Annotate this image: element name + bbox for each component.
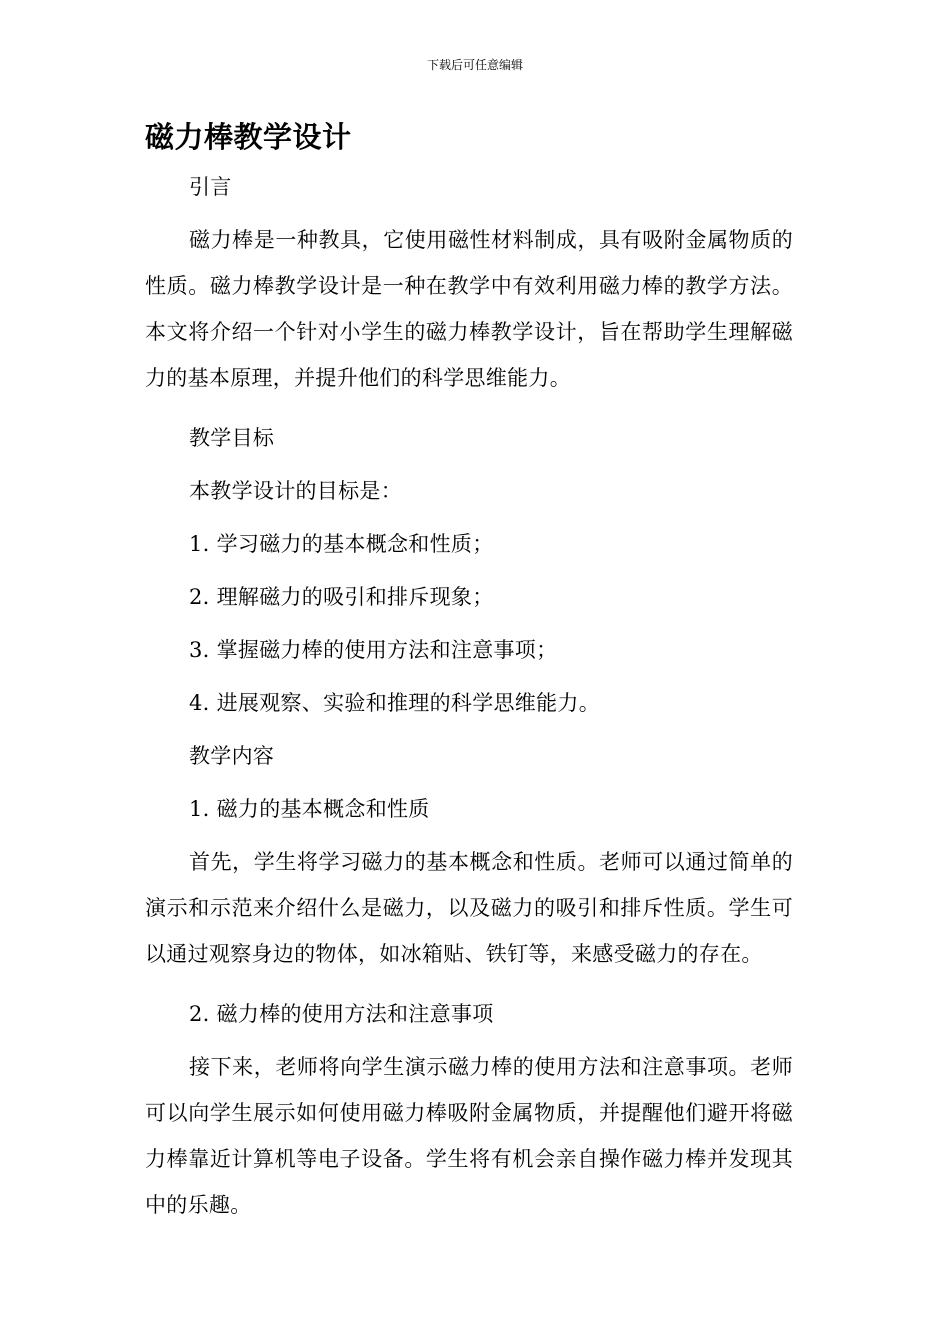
goal-item-2: 2. 理解磁力的吸引和排斥现象； bbox=[189, 585, 494, 609]
goal-item-4: 4. 进展观察、实验和推理的科学思维能力。 bbox=[189, 691, 601, 715]
paragraph-intro: 磁力棒是一种教具，它使用磁性材料制成，具有吸附金属物质的性质。磁力棒教学设计是一种在教学中有效利用磁力棒的教学方法。本文将介绍一个针对小学生的磁力棒教学设计，旨在帮助学生理解磁力的基本原理，并提升他们的科学思维能力。 bbox=[145, 228, 793, 390]
goal-item-3: 3. 掌握磁力棒的使用方法和注意事项； bbox=[189, 638, 558, 662]
paragraph-goals-lead: 本教学设计的目标是： bbox=[189, 479, 402, 503]
section-heading-intro: 引言 bbox=[189, 175, 232, 199]
content-subheading-1: 1. 磁力的基本概念和性质 bbox=[189, 797, 430, 821]
goal-item-1: 1. 学习磁力的基本概念和性质； bbox=[189, 532, 494, 556]
section-heading-goals: 教学目标 bbox=[189, 426, 275, 450]
content-subheading-2: 2. 磁力棒的使用方法和注意事项 bbox=[189, 1002, 494, 1026]
document-body bbox=[145, 164, 793, 1235]
page-header: 下载后可任意编辑 bbox=[426, 58, 523, 72]
paragraph-content-1: 首先，学生将学习磁力的基本概念和性质。老师可以通过简单的演示和示范来介绍什么是磁力，以及磁力的吸引和排斥性质。学生可以通过观察身边的物体，如冰箱贴、铁钉等，来感受磁力的存在。 bbox=[145, 850, 793, 966]
paragraph-content-2: 接下来，老师将向学生演示磁力棒的使用方法和注意事项。老师可以向学生展示如何使用磁力棒吸附金属物质，并提醒他们避开将磁力棒靠近计算机等电子设备。学生将有机会亲自操作磁力棒并发现其中的乐趣。 bbox=[145, 1055, 793, 1217]
document-title: 磁力棒教学设计 bbox=[145, 120, 352, 154]
section-heading-content: 教学内容 bbox=[189, 744, 275, 768]
